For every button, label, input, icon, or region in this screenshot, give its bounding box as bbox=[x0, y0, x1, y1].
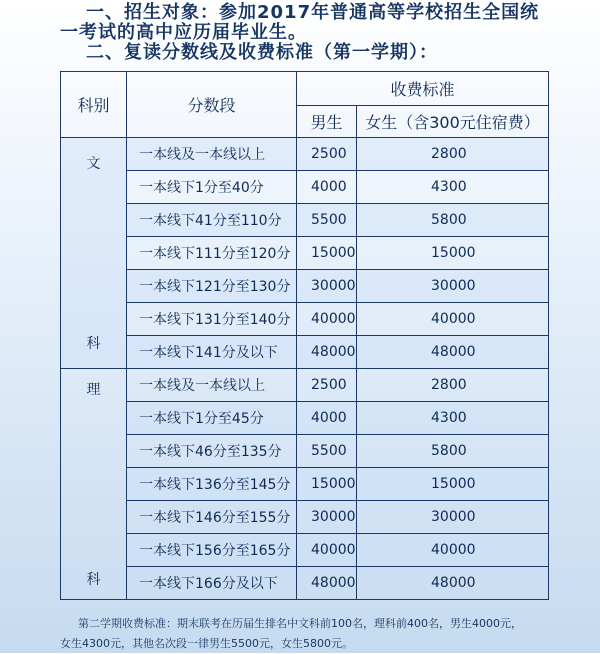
fee-table-header bbox=[61, 72, 549, 138]
intro-line-3: 二、复读分数线及收费标准（第一学期）： bbox=[86, 42, 438, 63]
female-fee-cell: 2800 bbox=[357, 138, 549, 171]
intro-line-2: 一考试的高中应历届毕业生。 bbox=[60, 22, 307, 43]
female-fee-cell: 48000 bbox=[357, 336, 549, 369]
female-fee-cell: 4300 bbox=[357, 171, 549, 204]
male-fee-cell: 4000 bbox=[297, 402, 357, 435]
male-fee-cell: 15000 bbox=[297, 468, 357, 501]
header-fee-standard: 收费标准 bbox=[297, 72, 549, 106]
table-row bbox=[61, 567, 549, 600]
note-line-1: 第二学期收费标准：期末联考在历届生排名中文科前100名，理科前400名，男生4000元， bbox=[78, 617, 522, 630]
male-fee-cell: 40000 bbox=[297, 534, 357, 567]
female-fee-cell: 48000 bbox=[357, 567, 549, 600]
subject-char: 文 bbox=[86, 156, 101, 172]
female-fee-cell: 5800 bbox=[357, 204, 549, 237]
female-fee-cell: 30000 bbox=[357, 501, 549, 534]
male-fee-cell: 30000 bbox=[297, 270, 357, 303]
subject-char: 科 bbox=[86, 572, 101, 588]
subject-char: 科 bbox=[86, 336, 101, 352]
male-fee-cell: 5500 bbox=[297, 435, 357, 468]
subject-char: 理 bbox=[86, 382, 101, 398]
table-row bbox=[61, 534, 549, 567]
score-range-cell: 一本线下1分至40分 bbox=[127, 171, 297, 204]
score-range-cell: 一本线下121分至130分 bbox=[127, 270, 297, 303]
header-female: 女生（含300元住宿费） bbox=[357, 106, 549, 138]
header-score-range: 分数段 bbox=[127, 72, 297, 138]
female-fee-cell: 30000 bbox=[357, 270, 549, 303]
score-range-cell: 一本线及一本线以上 bbox=[127, 138, 297, 171]
male-fee-cell: 5500 bbox=[297, 204, 357, 237]
male-fee-cell: 48000 bbox=[297, 567, 357, 600]
male-fee-cell: 48000 bbox=[297, 336, 357, 369]
table-row bbox=[61, 138, 549, 171]
header-male: 男生 bbox=[297, 106, 357, 138]
score-range-cell: 一本线下146分至155分 bbox=[127, 501, 297, 534]
table-row bbox=[61, 369, 549, 402]
score-range-cell: 一本线下111分至120分 bbox=[127, 237, 297, 270]
table-row bbox=[61, 501, 549, 534]
score-range-cell: 一本线下41分至110分 bbox=[127, 204, 297, 237]
female-fee-cell: 15000 bbox=[357, 468, 549, 501]
header-subject: 科别 bbox=[61, 72, 127, 138]
score-range-cell: 一本线下46分至135分 bbox=[127, 435, 297, 468]
table-row bbox=[61, 237, 549, 270]
table-row bbox=[61, 204, 549, 237]
fee-table-body bbox=[61, 138, 549, 600]
female-fee-cell: 40000 bbox=[357, 534, 549, 567]
male-fee-cell: 30000 bbox=[297, 501, 357, 534]
table-row bbox=[61, 303, 549, 336]
table-row bbox=[61, 435, 549, 468]
table-row bbox=[61, 171, 549, 204]
female-fee-cell: 40000 bbox=[357, 303, 549, 336]
table-row bbox=[61, 468, 549, 501]
score-range-cell: 一本线下141分及以下 bbox=[127, 336, 297, 369]
male-fee-cell: 15000 bbox=[297, 237, 357, 270]
female-fee-cell: 2800 bbox=[357, 369, 549, 402]
subject-cell-wenke bbox=[61, 138, 127, 369]
score-range-cell: 一本线下156分至165分 bbox=[127, 534, 297, 567]
male-fee-cell: 40000 bbox=[297, 303, 357, 336]
score-range-cell: 一本线下166分及以下 bbox=[127, 567, 297, 600]
intro-line-1: 一、招生对象：参加2017年普通高等学校招生全国统 bbox=[86, 2, 540, 23]
note-line-2: 女生4300元，其他名次段一律男生5500元，女生5800元。 bbox=[60, 637, 353, 650]
score-range-cell: 一本线及一本线以上 bbox=[127, 369, 297, 402]
score-range-cell: 一本线下131分至140分 bbox=[127, 303, 297, 336]
table-row bbox=[61, 336, 549, 369]
male-fee-cell: 2500 bbox=[297, 369, 357, 402]
table-row bbox=[61, 402, 549, 435]
table-row bbox=[61, 270, 549, 303]
score-range-cell: 一本线下1分至45分 bbox=[127, 402, 297, 435]
male-fee-cell: 4000 bbox=[297, 171, 357, 204]
female-fee-cell: 5800 bbox=[357, 435, 549, 468]
female-fee-cell: 15000 bbox=[357, 237, 549, 270]
female-fee-cell: 4300 bbox=[357, 402, 549, 435]
fee-table bbox=[60, 71, 549, 600]
subject-cell-like bbox=[61, 369, 127, 600]
score-range-cell: 一本线下136分至145分 bbox=[127, 468, 297, 501]
male-fee-cell: 2500 bbox=[297, 138, 357, 171]
